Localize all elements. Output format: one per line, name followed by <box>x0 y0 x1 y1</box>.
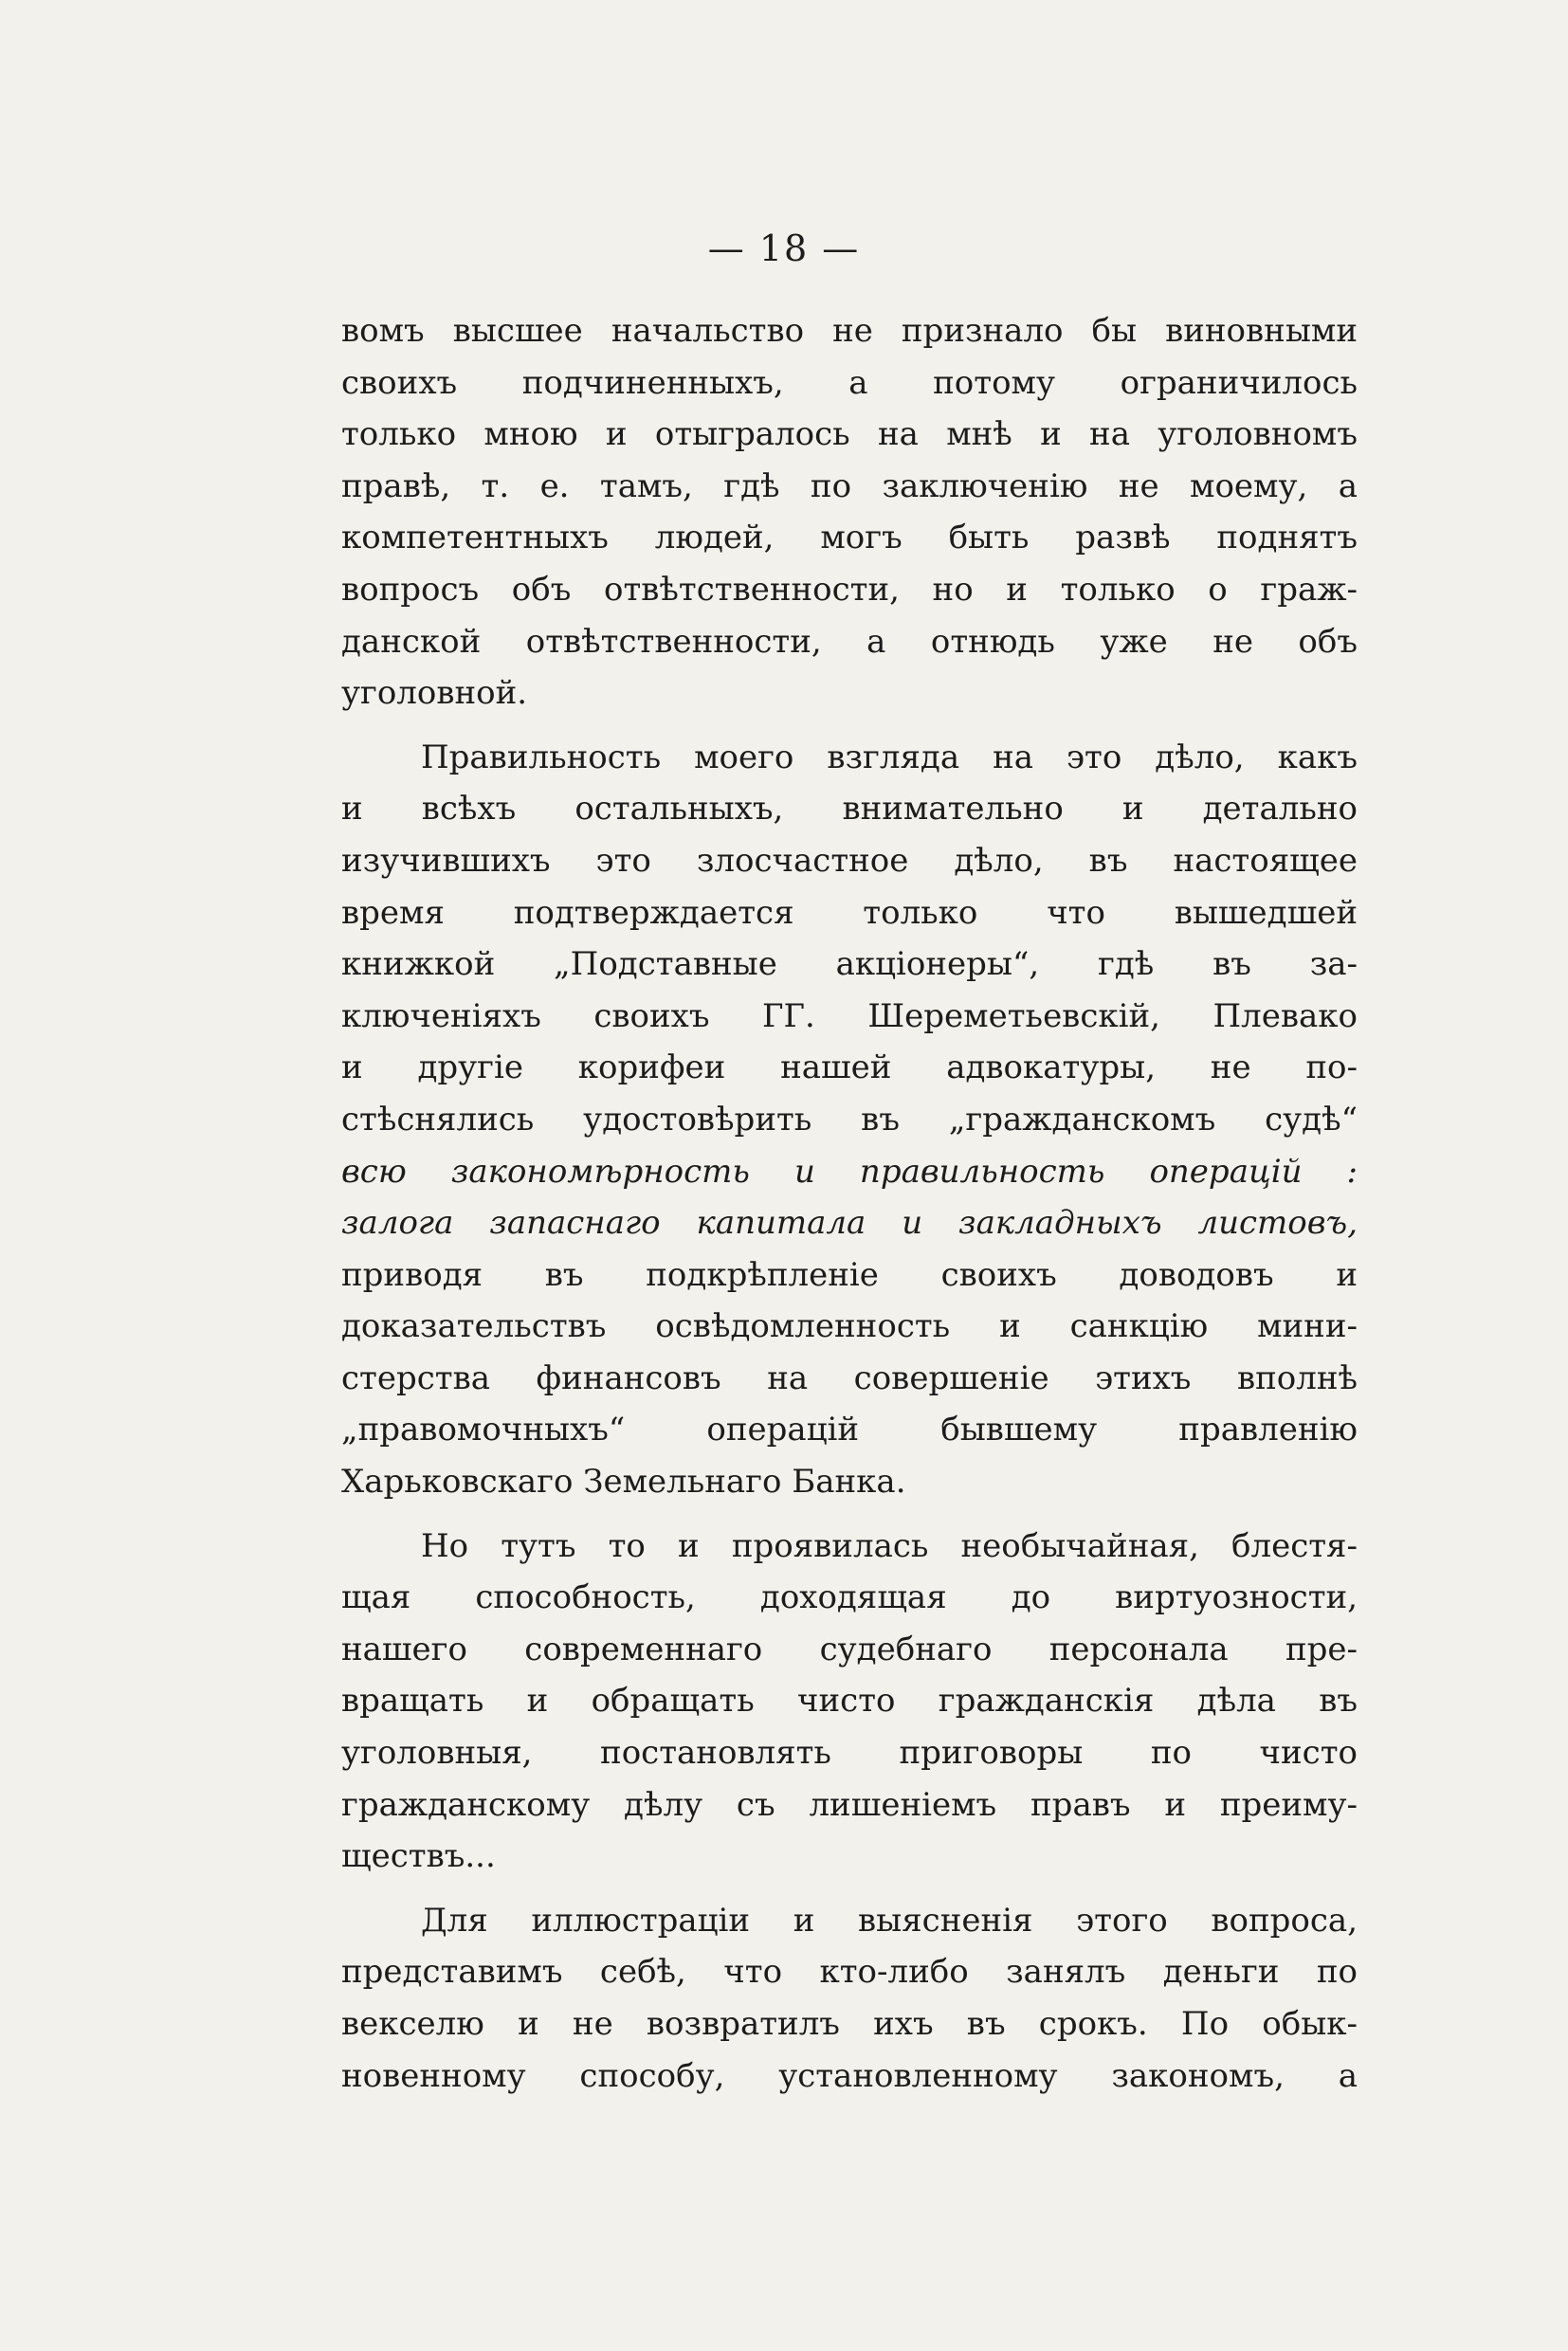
text-line: приводя въ подкрѣпленіе своихъ доводовъ и <box>341 1255 1358 1294</box>
text-line: ществъ... <box>341 1837 496 1876</box>
text-line: правѣ, т. е. тамъ, гдѣ по заключенію не моему, а <box>341 466 1358 505</box>
text-line: уголовныя, постановлять приговоры по чисто <box>341 1734 1358 1773</box>
text-line: стѣснялись удостовѣрить въ „гражданскомъ судѣ“ <box>341 1100 1358 1139</box>
text-line: вомъ высшее начальство не признало бы виновными <box>341 312 1358 350</box>
text-line: время подтверждается только что вышедшей <box>341 893 1358 932</box>
paragraph-start-line: Правильность моего взгляда на это дѣло, какъ <box>421 738 1358 776</box>
page-number: — 18 — <box>707 228 861 269</box>
text-line: гражданскому дѣлу съ лишеніемъ правъ и преиму- <box>341 1785 1358 1824</box>
body-text <box>341 305 1358 2102</box>
text-line: Харьковскаго Земельнаго Банка. <box>341 1463 906 1502</box>
paragraph-start-line: Но тутъ то и проявилась необычайная, блестя- <box>421 1526 1358 1565</box>
text-line: своихъ подчиненныхъ, а потому ограничилось <box>341 363 1358 402</box>
text-line: уголовной. <box>341 674 528 713</box>
text-line: изучившихъ это злосчастное дѣло, въ настоящее <box>341 841 1358 880</box>
text-line: представимъ себѣ, что кто-либо занялъ деньги по <box>341 1953 1358 1992</box>
text-line: данской отвѣтственности, а отнюдь уже не объ <box>341 622 1358 661</box>
text-line: и другіе корифеи нашей адвокатуры, не по- <box>341 1048 1358 1087</box>
text-line: нашего современнаго судебнаго персонала пре- <box>341 1630 1358 1668</box>
text-line: и всѣхъ остальныхъ, внимательно и детально <box>341 790 1358 829</box>
text-line: щая способность, доходящая до виртуозности, <box>341 1578 1358 1617</box>
text-line: книжкой „Подставные акціонеры“, гдѣ въ за- <box>341 945 1358 984</box>
text-line: доказательствъ освѣдомленность и санкцію мини- <box>341 1307 1358 1346</box>
text-line: стерства финансовъ на совершеніе этихъ вполнѣ <box>341 1358 1358 1397</box>
text-line: новенному способу, установленному закономъ, а <box>341 2056 1358 2095</box>
italic-text-line: залога запаснаго капитала и закладныхъ листовъ, <box>341 1204 1358 1243</box>
paragraph-start-line: Для иллюстраціи и выясненія этого вопроса, <box>421 1901 1358 1940</box>
text-line: векселю и не возвратилъ ихъ въ срокъ. По обык- <box>341 2005 1358 2043</box>
text-line: компетентныхъ людей, могъ быть развѣ поднятъ <box>341 519 1358 557</box>
text-line: только мною и отыгралось на мнѣ и на уголовномъ <box>341 415 1358 454</box>
text-line: вращать и обращать чисто гражданскія дѣла въ <box>341 1682 1358 1721</box>
italic-text-line: всю закономѣрность и правильность операцій : <box>341 1152 1358 1191</box>
text-line: „правомочныхъ“ операцій бывшему правленію <box>341 1411 1358 1449</box>
text-line: вопросъ объ отвѣтственности, но и только о граж- <box>341 570 1358 609</box>
text-line: ключеніяхъ своихъ ГГ. Шереметьевскій, Плевако <box>341 996 1358 1035</box>
